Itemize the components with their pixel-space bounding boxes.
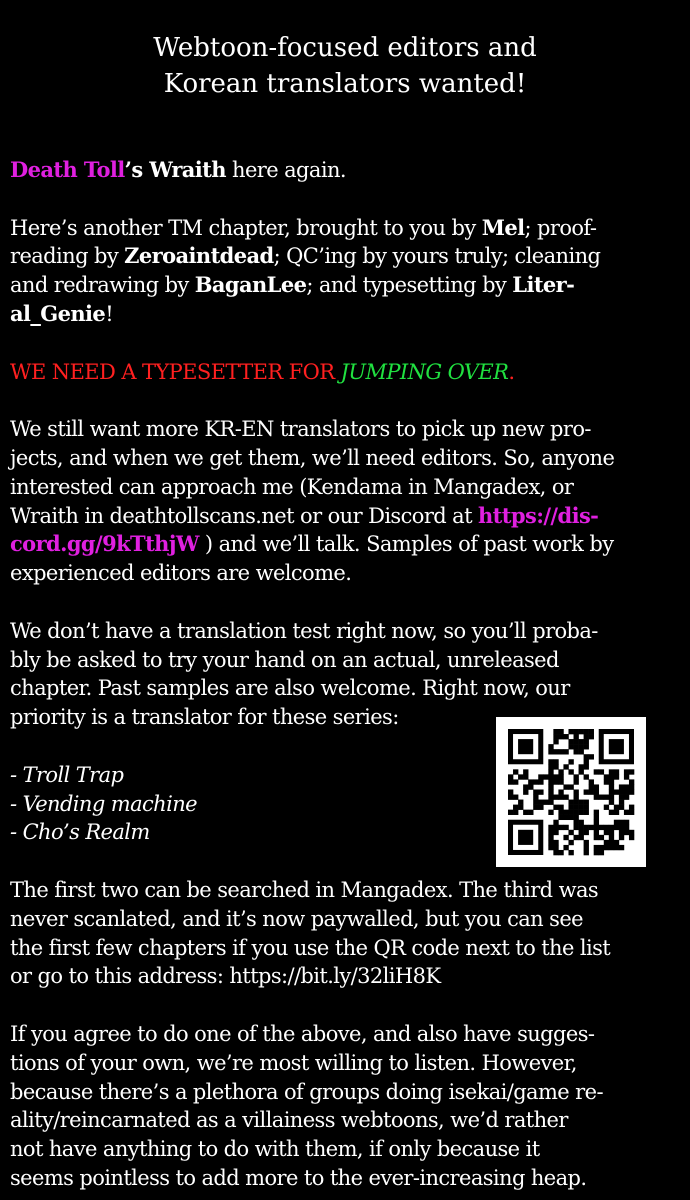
credit-typesetter: Liter-	[512, 272, 575, 298]
agree-line-5: not have anything to do with them, if only because it	[10, 1137, 540, 1162]
translators-line-1: We still want more KR-EN translators to pick up new pro-	[10, 417, 591, 442]
translators-line-5	[10, 530, 686, 559]
credits-line-3	[10, 271, 686, 300]
author-name: Wraith	[149, 157, 226, 182]
test-paragraph	[10, 617, 686, 732]
translators-text: ) and we’ll talk. Samples of past work by	[198, 532, 614, 557]
series-item: - Vending machine	[10, 791, 197, 816]
agree-line-4: ality/reincarnated as a villainess webtoons, we’d rather	[10, 1108, 568, 1133]
agree-paragraph	[10, 1020, 686, 1193]
alert-dot: .	[508, 359, 515, 384]
series-item: - Cho’s Realm	[10, 820, 150, 845]
agree-line-3: because there’s a plethora of groups doing isekai/game re-	[10, 1079, 603, 1104]
credit-proofreader: Zeroaintdead	[124, 243, 274, 269]
translators-text: Wraith in deathtollscans.net or our Discord at	[10, 503, 479, 528]
agree-line-2: tions of your own, we’re most willing to listen. However,	[10, 1050, 577, 1075]
test-line-3: chapter. Past samples are also welcome. Right now, our	[10, 676, 570, 701]
test-line-2: bly be asked to try your hand on an actual, unreleased	[10, 647, 559, 672]
credit-typesetter-cont: al_Genie	[10, 300, 106, 326]
search-line-3: the first few chapters if you use the QR code next to the list	[10, 935, 611, 960]
search-line-1: The first two can be searched in Mangadex. The third was	[10, 877, 599, 902]
search-line-2: never scanlated, and it’s now paywalled, but you can see	[10, 906, 583, 931]
body-text	[10, 156, 686, 1193]
page-heading	[0, 30, 690, 102]
alert-line	[10, 358, 686, 387]
credit-cleaner: BaganLee	[194, 272, 307, 298]
search-line-4: or go to this address: https://bit.ly/32liH8K	[10, 964, 441, 989]
credits-text: ; proof-	[524, 215, 597, 240]
heading-line-2: Korean translators wanted!	[163, 69, 527, 99]
discord-link-cont[interactable]: cord.gg/9kTthjW	[10, 531, 199, 557]
intro-paragraph	[10, 156, 686, 185]
credits-text: !	[105, 301, 114, 326]
translators-paragraph	[10, 415, 686, 588]
translators-line-2: jects, and when we get them, we’ll need editors. So, anyone	[10, 445, 615, 470]
credits-text: and redrawing by	[10, 273, 195, 298]
heading-line-1: Webtoon-focused editors and	[153, 33, 537, 63]
alert-series-title: JUMPING OVER	[340, 359, 509, 384]
group-name: Death Toll	[10, 157, 125, 182]
credits-text: reading by	[10, 244, 125, 269]
credits-line-1	[10, 214, 686, 243]
translators-line-4	[10, 502, 686, 531]
credits-text: ; and typesetting by	[306, 273, 513, 298]
qr-code-icon[interactable]	[496, 717, 646, 867]
alert-paragraph	[10, 358, 686, 387]
credits-paragraph	[10, 214, 686, 329]
agree-line-6: seems pointless to add more to the ever-increasing heap.	[10, 1165, 587, 1190]
intro-rest: here again.	[225, 158, 346, 182]
credits-line-4	[10, 300, 686, 329]
discord-link[interactable]: https://dis-	[478, 502, 599, 528]
intro-line	[10, 156, 686, 185]
test-line-4: priority is a translator for these series:	[10, 705, 399, 730]
credits-line-2	[10, 242, 686, 271]
credits-text: Here’s another TM chapter, brought to you by	[10, 215, 482, 240]
credits-text: ; QC’ing by yours truly; cleaning	[273, 244, 601, 269]
credit-translator: Mel	[481, 214, 525, 240]
series-item: - Troll Trap	[10, 762, 124, 787]
qr-code-graphic	[496, 717, 646, 867]
search-paragraph	[10, 876, 686, 991]
translators-line-3: interested can approach me (Kendama in Mangadex, or	[10, 474, 574, 499]
alert-red-text: WE NEED A TYPESETTER FOR	[10, 359, 341, 384]
translators-line-6: experienced editors are welcome.	[10, 561, 352, 586]
test-line-1: We don’t have a translation test right now, so you’ll proba-	[10, 618, 598, 643]
agree-line-1: If you agree to do one of the above, and also have sugges-	[10, 1021, 595, 1046]
intro-possessive: ’s	[124, 157, 150, 182]
